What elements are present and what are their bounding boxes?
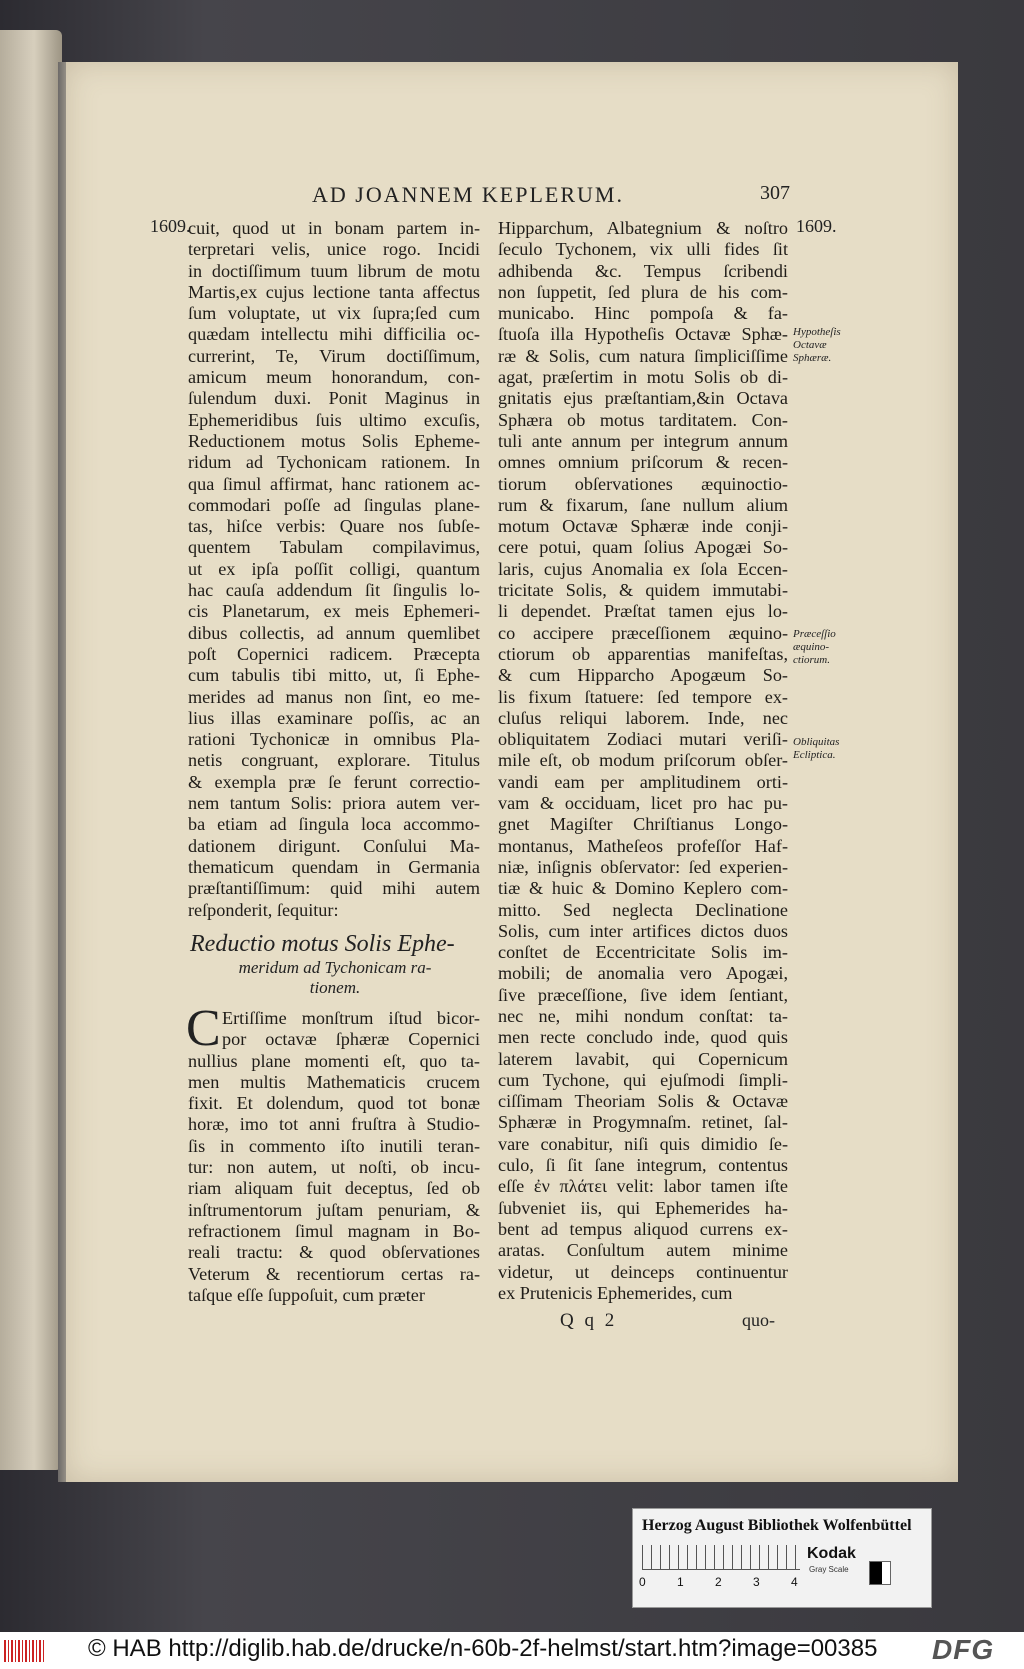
text-line: ridum ad Tychonicam rationem. In [188, 452, 480, 473]
year-left: 1609. [150, 216, 191, 236]
text-line: mitto. Sed neglecta Declinatione [498, 899, 788, 920]
text-line: ſtuoſa illa Hypotheſis Octavæ Sphæ- [498, 324, 788, 345]
text-line: tiæ & huic & Domino Keplero com- [498, 878, 788, 899]
text-line: præſtantiſſimum: quid mihi autem [188, 878, 480, 899]
text-line: dibus collectis, ad annum quemlibet [188, 622, 480, 643]
text-line: amicum meum honorandum, con- [188, 367, 480, 388]
ruler-tick-label: 2 [715, 1575, 722, 1589]
text-line: qua ſimul affirmat, hanc rationem ac- [188, 473, 480, 494]
text-line: adhibenda &c. Tempus ſcribendi [498, 260, 788, 281]
text-line: ſis in commento iſto inutili teran- [188, 1135, 480, 1156]
margin-note-line: Octavæ [793, 339, 827, 351]
margin-note-line: Hypotheſis [793, 326, 841, 338]
text-line: ctiorum ob apparentias manifeſtas, [498, 643, 788, 664]
text-line: nem tantum Solis: priora autem ver- [188, 793, 480, 814]
barcode-icon [4, 1640, 44, 1662]
scale-ruler [642, 1545, 800, 1570]
text-line: motum Octavæ Sphæræ inde conji- [498, 516, 788, 537]
text-line: tricitate Solis, & quidem immutabi- [498, 580, 788, 601]
text-line: ſeculo Tychonem, vix ulli fides ſit [498, 239, 788, 260]
margin-note-hypothesis [793, 326, 841, 365]
text-line: inſtrumentorum juſtam penuriam, & [188, 1199, 480, 1220]
signature-mark: Q q 2 [560, 1310, 618, 1331]
text-line: quædam intellectu mihi difficilia oc- [188, 324, 480, 345]
section-heading-line-1: Reductio motus Solis Ephe- [190, 931, 455, 957]
text-line: & exempla præ ſe ferunt correctio- [188, 771, 480, 792]
text-line: cere potui, quam ſolius Apogæi So- [498, 537, 788, 558]
text-line: men multis Mathematicis crucem [188, 1071, 480, 1092]
source-url[interactable]: © HAB http://diglib.hab.de/drucke/n-60b-2f-helmst/start.htm?image=00385 [88, 1635, 878, 1662]
text-line: niæ, inſignis obſervator: ſed experien- [498, 856, 788, 877]
text-line: ut ex ipſa poſſit colligi, quantum [188, 558, 480, 579]
text-line: laris, cujus Anomalia ex ſola Eccen- [498, 558, 788, 579]
text-line: netis congruant, explorare. Titulus [188, 750, 480, 771]
text-line: ſulendum duxi. Ponit Maginus in [188, 388, 480, 409]
margin-note-line: Sphæræ. [793, 352, 832, 364]
text-line: nullius plane momenti eſt, quo ta- [188, 1050, 480, 1071]
text-line: tur: non autem, ut noſti, ob incu- [188, 1157, 480, 1178]
previous-page-edge [0, 30, 62, 1470]
text-line: Ertiſſime monſtrum iſtud bicor- [222, 1008, 480, 1028]
text-line: Martis,ex cujus lectione tanta affectus [188, 281, 480, 302]
text-line: men recte concludo inde, quod quis [498, 1027, 788, 1048]
text-line: vare conabitur, niſi quis dimidio ſe- [498, 1133, 788, 1154]
margin-note-obliquity [793, 736, 839, 762]
text-line: reſponderit, ſequitur: [188, 899, 339, 920]
text-line: bent ad tempus aliquod currens ex- [498, 1218, 788, 1239]
gray-swatch [869, 1561, 891, 1585]
text-line: cum Tychone, qui ejuſmodi ſimpli- [498, 1069, 788, 1090]
text-line: terpretari velis, unice rogo. Incidi [188, 239, 480, 260]
ruler-tick-label: 3 [753, 1575, 760, 1589]
running-head: AD JOANNEM KEPLERUM. [312, 182, 624, 207]
text-line: tuli ante annum per integrum annum [498, 430, 788, 451]
margin-note-line: Præceſſio [793, 628, 836, 640]
text-line: aratas. Conſultum autem minime [498, 1240, 788, 1261]
margin-note-line: æquino- [793, 641, 830, 653]
text-line: cis Planetarum, ex meis Ephemeri- [188, 601, 480, 622]
text-line: poſt Copernici radicem. Præcepta [188, 643, 480, 664]
text-line: rationi Tychonicæ in omnibus Pla- [188, 729, 480, 750]
text-line: currerint, Te, Virum doctiſſimum, [188, 345, 480, 366]
left-column-top [188, 218, 480, 921]
text-line: quentem Tabulam compilavimus, [188, 537, 480, 558]
text-line: vandi eam per amplitudinem orti- [498, 771, 788, 792]
text-line: in doctiſſimum tuum librum de motu [188, 260, 480, 281]
text-line: fixit. Et dolendum, quod tot bonæ [188, 1093, 480, 1114]
catchword: quo- [742, 1310, 775, 1330]
drop-cap: C [186, 1000, 221, 1057]
text-line: nec ne, mihi nondum conſtat: ta- [498, 1005, 788, 1026]
right-column [498, 218, 788, 1304]
text-line: obliquitatem Zodiaci mutari veriſi- [498, 729, 788, 750]
dfg-logo: DFG [932, 1634, 995, 1665]
text-line: ba etiam ad ſingula loca accommo- [188, 814, 480, 835]
text-line: ex Prutenicis Ephemerides, cum [498, 1282, 733, 1303]
text-line: cuit, quod ut in bonam partem in- [188, 218, 480, 238]
text-line: gnet Magiſter Chriſtianus Longo- [498, 814, 788, 835]
text-line: Solis, cum inter artifices dictos duos [498, 920, 788, 941]
text-line: ſum voluptate, ut vix ſupra;ſed cum [188, 303, 480, 324]
margin-note-line: Ecliptica. [793, 749, 836, 761]
text-line: por octavæ ſphæræ Copernici [222, 1029, 480, 1050]
section-heading-line-3: tionem. [309, 978, 361, 997]
text-line: lis fixum ſtatuere: ſed tempore ex- [498, 686, 788, 707]
text-line: videtur, ut deinceps continuentur [498, 1261, 788, 1282]
margin-note-precession [793, 628, 836, 667]
text-line: Ephemeridibus ſuis ultimo excuſis, [188, 409, 480, 430]
text-line: Reductionem motus Solis Epheme- [188, 430, 480, 451]
margin-note-line: Obliquitas [793, 736, 840, 748]
text-line: agat, præſertim in motu Solis ob di- [498, 367, 788, 388]
text-line: merides ad manus non ſint, eo me- [188, 686, 480, 707]
color-calibration-bar [632, 1508, 932, 1608]
text-line: ciſſimam Theoriam Solis & Octavæ [498, 1091, 788, 1112]
margin-note-line: ctiorum. [793, 654, 830, 666]
text-line: commodari poſſe ad ſingulas plane- [188, 494, 480, 515]
text-line: taſque eſſe ſuppoſuit, cum præter [188, 1284, 425, 1305]
text-line: tas, hiſce verbis: Quare nos ſubſe- [188, 516, 480, 537]
text-line: omnes omnium priſcorum & recen- [498, 452, 788, 473]
text-line: culo, ſi ſit ſane integrum, contentus [498, 1155, 788, 1176]
text-line: montanus, Matheſeos profeſſor Haf- [498, 835, 788, 856]
text-line: co accipere præceſſionem æquino- [498, 622, 788, 643]
ruler-tick-label: 1 [677, 1575, 684, 1589]
text-line: thematicum quendam in Germania [188, 856, 480, 877]
text-line: Sphæra ob motus tarditatem. Con- [498, 409, 788, 430]
text-line: li dependet. Præſtat tamen ejus lo- [498, 601, 788, 622]
text-line: cluſus reliqui laborem. Inde, nec [498, 707, 788, 728]
text-line: riam aliquam fuit deceptus, ſed ob [188, 1178, 480, 1199]
footer-bar [0, 1632, 1024, 1669]
text-line: non ſuppetit, ſed plura de his com- [498, 281, 788, 302]
text-line: dationem dirigunt. Conſului Ma- [188, 835, 480, 856]
text-line: ſubveniet iis, qui Ephemerides ha- [498, 1197, 788, 1218]
text-line: municabo. Hinc pompoſa & fa- [498, 303, 788, 324]
year-right: 1609. [796, 216, 837, 236]
kodak-brand: Kodak [807, 1545, 856, 1562]
text-line: tiorum obſervationes æquinoctio- [498, 473, 788, 494]
text-line: vam & occiduam, licet pro hac pu- [498, 793, 788, 814]
library-name: Herzog August Bibliothek Wolfenbüttel [642, 1517, 912, 1534]
page-number: 307 [760, 182, 790, 204]
section-heading-line-2: meridum ad Tychonicam ra- [238, 958, 432, 977]
text-line: Sphæræ in Progymnaſm. retinet, ſal- [498, 1112, 788, 1133]
text-line: hac cauſa addendum ſit ſingulis lo- [188, 580, 480, 601]
text-line: gnitatis ejus præſtantiam,&in Octava [498, 388, 788, 409]
text-line: refractionem ſimul magnam in Bo- [188, 1220, 480, 1241]
text-line: lius illas examinare poſſis, ac an [188, 707, 480, 728]
text-line: mobili; de anomalia vero Apogæi, [498, 963, 788, 984]
text-line: mile eſt, ob modum priſcorum obſer- [498, 750, 788, 771]
ruler-tick-label: 0 [639, 1575, 646, 1589]
gray-scale-label: Gray Scale [809, 1565, 849, 1574]
text-line: conſtet de Eccentricitate Solis im- [498, 942, 788, 963]
section-heading [190, 930, 480, 998]
text-line: ræ & Solis, cum natura ſimpliciſſime [498, 345, 788, 366]
text-line: rum & fixarum, ſane nullum alium [498, 494, 788, 515]
text-line: cum tabulis tibi mitto, ut, ſi Ephe- [188, 665, 480, 686]
text-line: reali tractu: & quod obſervationes [188, 1242, 480, 1263]
text-line: horæ, imo tot anni fruſtra à Studio- [188, 1114, 480, 1135]
text-line: eſſe ἐν πλάτει velit: labor tamen iſte [498, 1176, 788, 1197]
text-line: & cum Hipparcho Apogæum So- [498, 665, 788, 686]
text-line: Hipparchum, Albategnium & noſtro [498, 218, 788, 238]
text-line: ſive præceſſione, ſive idem ſentiant, [498, 984, 788, 1005]
text-line: laterem lavabit, qui Copernicum [498, 1048, 788, 1069]
text-line: Veterum & recentiorum certas ra- [188, 1263, 480, 1284]
left-column-bottom [186, 1000, 480, 1306]
ruler-tick-label: 4 [791, 1575, 798, 1589]
